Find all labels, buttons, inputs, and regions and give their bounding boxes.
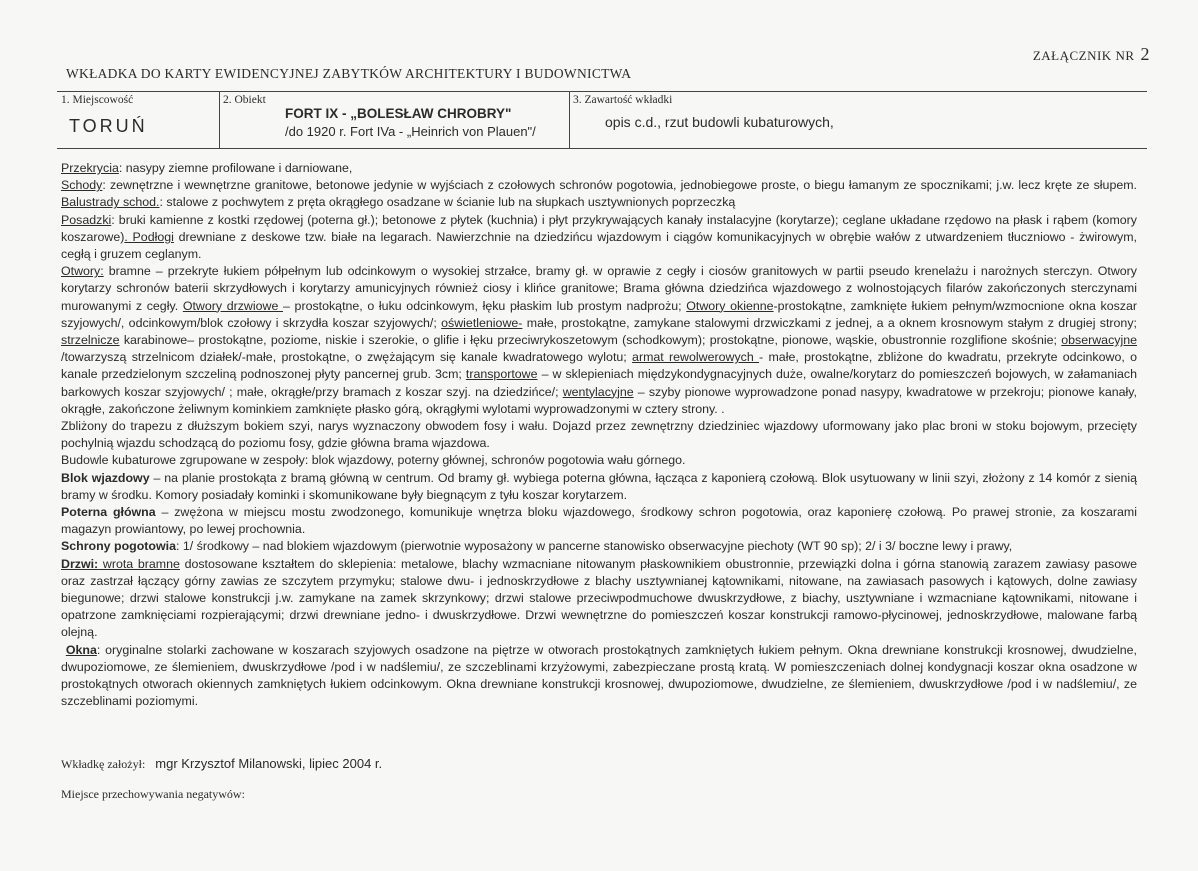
object-cell — [219, 92, 570, 148]
text: : nasypy ziemne profilowane i darniowane, — [118, 161, 353, 175]
text: karabinowe– prostokątne, poziome, niskie i szerokie, o glifie i łęku przeciwrykoszetowym (schodkowym); prostokątne, pionowe, wąskie, obustronnie rozglifione skośnie; — [119, 333, 1062, 348]
paragraph-przekrycia — [61, 160, 1137, 177]
content-value: opis c.d., rzut budowli kubaturowych, — [605, 114, 834, 130]
term: Schody — [61, 178, 103, 193]
text: - małe, prostokątne, zbliżone do kwadratu, przekryte odcinkowo, o kanale przedzielonym szczeliną podnoszonej płyty pancernej grub. 3cm; — [61, 350, 1137, 382]
paragraph-budowle: Budowle kubaturowe zgrupowane w zespoły: blok wjazdowy, poterny głównej, schronów pogotowia wału górnego. — [61, 453, 686, 468]
term: ; strzelnicze — [61, 315, 1137, 348]
term: Otwory okienne — [686, 298, 774, 313]
term: Otwory drzwiowe — [182, 298, 284, 313]
paragraph-schrony — [61, 538, 1137, 555]
text: małe, prostokątne, zamykane stalowymi drzwiczkami z jednej, a a oknem krosnowym stałym z drugiej strony — [522, 315, 1134, 330]
text: – szyby pionowe wyprowadzone ponad nasypy, kwadratowe w przekroju; pionowe kanały, okrągłe, zakończone żeliwnym kominkiem zamknięte płasko górą, okrągłymi wylotami wyprowadzonymi w cztery strony. . — [61, 384, 1137, 416]
term: oświetleniowe- — [441, 315, 523, 330]
text: : oryginalne stolarki zachowane w koszarach szyjowych osadzone na piętrze w otworach prostokątnych zamkniętych łukiem pełnym. Okna drewniane konstrukcji krosnowej, dwudzielne, dwupoziomowe, ze ślemieniem, dwuskrzydłowe /pod i w nadślemiu/, ze szczeblinami krzyżowymi, zabezpieczane prostą kratą. W pomieszczeniach dolnej kondygnacji koszar okna osadzone w prostokątnych otworach okiennych zamkniętych łukiem odcinkowym. Okna drewniane konstrukcji krosnowej, dwupoziomowe, dwudzielne, ze ślemieniem, dwuskrzydłowe /pod i w nadślemiu/, ze szczeblinami poziomymi. — [61, 642, 1137, 709]
text: -prostokątne, zamknięte łukiem pełnym/wzmocnione okna koszar szyjowych/, odcinkowym/blok czołowy i skrzydła koszar szyjowych/; — [61, 298, 1137, 330]
paragraph-blok-wjazdowy — [61, 470, 1137, 504]
term: Posadzki — [61, 212, 112, 227]
text: drewniane z deskowe tzw. białe na legarach. Nawierzchnie na dziedzińcu wjazdowym i ciągów komunikacyjnych w obrębie wałów z utwardzeniem tłuczniowo - żwirowym, cegłą i gruzem ceglanym. — [61, 229, 1137, 262]
description-text — [61, 160, 1137, 711]
place-cell — [57, 92, 220, 148]
paragraph-otwory — [61, 263, 1137, 418]
annex-number: 2 — [1140, 44, 1150, 64]
term: armat rewolwerowych — [632, 350, 760, 365]
heading: Drzwi: — [61, 556, 99, 571]
heading: Schrony pogotowia — [61, 539, 176, 554]
paragraph-poterna — [61, 504, 1137, 538]
text: – prostokątne, o łuku odcinkowym, łęku płaskim lub prostym nadprożu; — [283, 298, 687, 313]
paragraph-schody — [61, 177, 1137, 211]
text: – na planie prostokąta z bramą główną w centrum. Od bramy gł. wybiega poterna główna, łącząca z kaponierą czołową. Blok usytuowany w linii szyi, złożony z 14 komór z sienią bramy w środku. Komory posiadały kominki i skomunikowane były biegnącym z tyłu koszar korytarzem. — [61, 470, 1137, 502]
text: – zwężona w miejscu mostu zwodzonego, komunikuje wnętrza bloku wjazdowego, środkowy schron pogotowia, oraz kaponierę czołową. Po prawej stronie, za koszarami magazyn prowiantowy, po lewej prochownia. — [61, 505, 1137, 537]
negatives-line: Miejsce przechowywania negatywów: — [61, 787, 245, 801]
term: Przekrycia — [61, 161, 119, 175]
text: dostosowane kształtem do sklepienia: metalowe, blachy wzmacniane nitowanym płaskownikiem obustronnie, przewiązki dolna i górna stanowią zarazem zawiasy pasowe oraz zastrzał łączący górny zawias ze szczytem przymyku; stalowe dwu- i jednoskrzydłowe z blachy usztywnianej kątownikami, nitowane, na zawiasach pasowych i kątowych, dolne zawiasy biegunowe; drzwi stalowe konstrukcji j.w. zamykane na zamek skrzynkowy; drzwi stalowe przeciwpodmuchowe dwuskrzydłowe, z biachy, usztywniane i wzmacniane kątownikami, nitowane i opatrzone zamknięciami rozpierającymi; drzwi drewniane jedno- i dwuskrzydłowe. Drzwi wewnętrzne do pomieszczeń koszar konstrukcji ramowo-płycinowej, jednoskrzydłowe, malowane farbą olejną. — [61, 556, 1137, 640]
heading: Blok wjazdowy — [61, 470, 150, 485]
object-label: 2. Obiekt — [223, 94, 266, 106]
text: : 1/ środkowy – nad blokiem wjazdowym (pierwotnie wyposażony w pancerne stanowisko obserwacyjne piechoty (WT 90 sp); 2/ i 3/ boczne lewy i prawy, — [175, 539, 1013, 554]
text: : zewnętrzne i wewnętrzne granitowe, betonowe jedynie w wyjściach z czołowych schronów pogotowia, jednobiegowe proste, o biegu łamanym ze spocznikami; j.w. lecz kręte ze słupem. — [102, 178, 1137, 193]
object-former-name: /do 1920 r. Fort IVa - „Heinrich von Plauen"/ — [285, 124, 536, 139]
term: . Podłogi — [124, 229, 174, 244]
object-name: FORT IX - „BOLESŁAW CHROBRY" — [285, 106, 512, 121]
term: wrota bramne — [98, 556, 180, 571]
term: Balustrady schod. — [61, 195, 160, 210]
heading: Poterna główna — [61, 505, 156, 520]
term: wentylacyjne — [562, 384, 634, 399]
paragraph-okna — [61, 642, 1137, 711]
text: /towarzyszą strzelnicom działek/-małe, prostokątne, o zwężającym się kanale kwadratowego wylotu; — [61, 350, 633, 365]
author-value: mgr Krzysztof Milanowski, lipiec 2004 r. — [155, 756, 383, 771]
paragraph-narys: Zbliżony do trapezu z dłuższym bokiem szyi, narys wyznaczony obwodem fosy i wału. Dojazd przez zewnętrzny dziedziniec wjazdowy uformowany jako plac broni w stoku bojowym, przecięty pochylnią wjazdu schodzącą do poziomu fosy, gdzie główna brama wjazdowa. — [61, 419, 1137, 451]
term: Otwory: — [61, 264, 104, 279]
text: : bruki kamienne z kostki rzędowej (poterna gł.); betonowe z płytek (kuchnia) i płyt przykrywających kanały instalacyjne (korytarze); ceglane układane rzędowo na płask i rąbem (komory koszarowe) — [61, 212, 1137, 244]
content-label: 3. Zawartość wkładki — [573, 94, 673, 106]
content-cell — [569, 92, 1147, 148]
place-value: TORUŃ — [69, 116, 148, 136]
paragraph-posadzki — [61, 212, 1137, 264]
author-line — [61, 756, 382, 772]
text: : stalowe z pochwytem z pręta okrągłego osadzane w ścianie lub na słupkach usztywnionych poprzeczką — [159, 195, 736, 210]
heading: Okna — [65, 642, 97, 657]
author-label: Wkładkę założył: — [61, 757, 146, 771]
term: obserwacyjne — [1061, 333, 1137, 348]
header-table — [57, 91, 1147, 149]
paragraph-drzwi — [61, 556, 1137, 642]
form-title: WKŁADKA DO KARTY EWIDENCYJNEJ ZABYTKÓW ARCHITEKTURY I BUDOWNICTWA — [66, 66, 632, 81]
annex-label — [1033, 44, 1150, 65]
text: bramne – przekryte łukiem półpełnym lub odcinkowym o wysokiej strzałce, bramy gł. w oprawie z cegły i ciosów granitowych w partii pseudo krenelażu i narożnych sterczyn. Otwory korytarzy schronów baterii skrzydłowych i korytarzy amunicyjnych również ciosy i klińce granitowe; Brama główna dziedzińca wjazdowego z wolnostojących filarów zakończonych sterczynami murowanymi z cegły. — [61, 264, 1137, 313]
text: – w sklepieniach międzykondygnacyjnych duże, owalne/korytarz do pomieszczeń bojowych, w załamaniach barkowych koszar szyjowych/ ; małe, okrągłe/przy bramach z koszar szyj. na dziedzińce/; — [61, 367, 1138, 399]
place-label: 1. Miejscowość — [61, 94, 134, 106]
annex-text: ZAŁĄCZNIK NR — [1032, 48, 1135, 63]
term: transportowe — [465, 367, 538, 382]
